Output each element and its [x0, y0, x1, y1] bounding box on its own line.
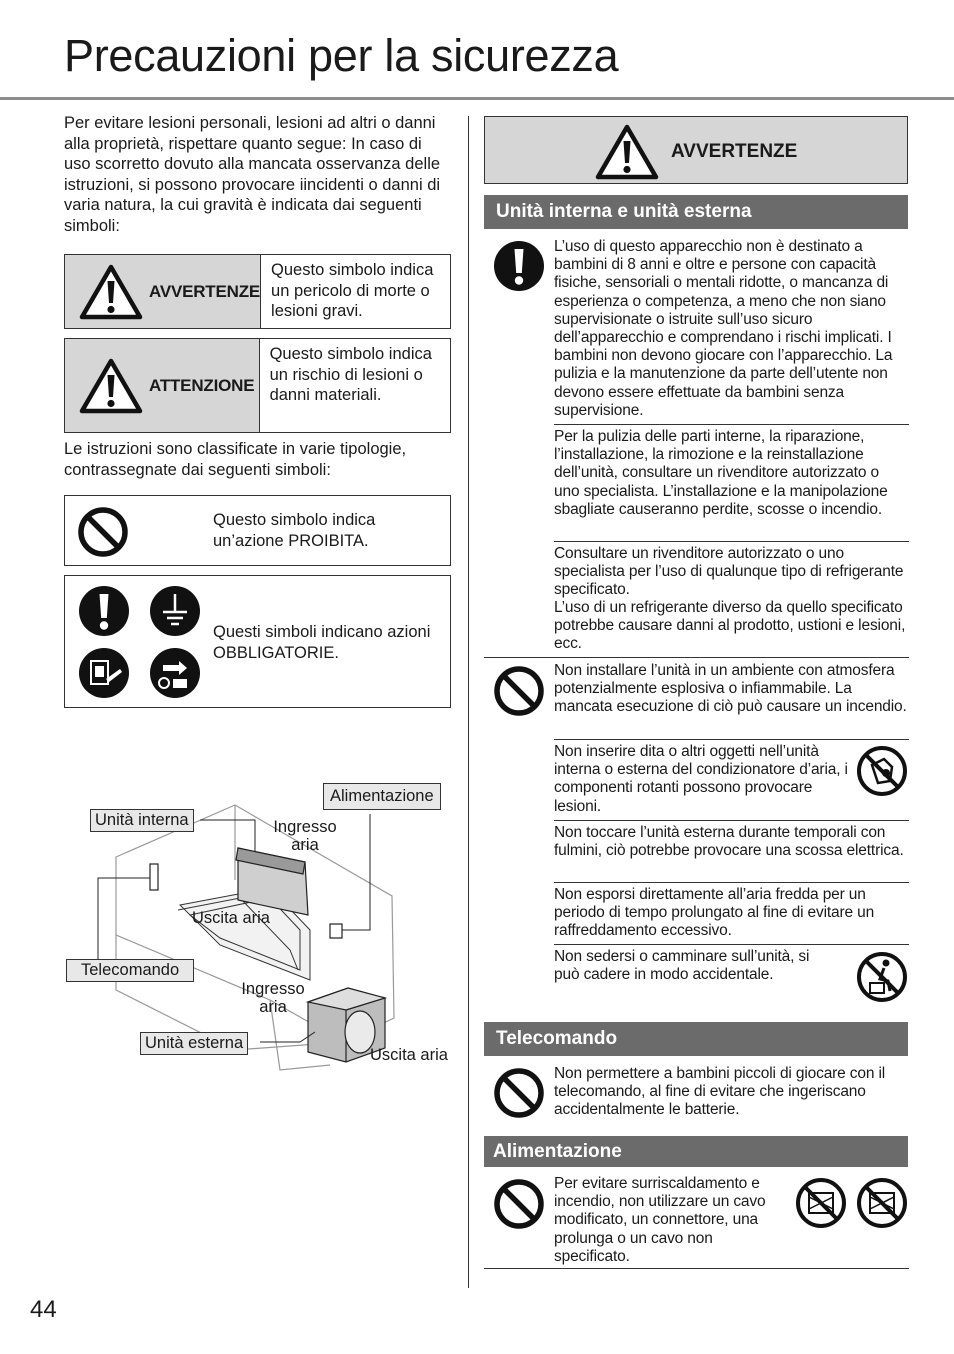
section-title-power: Alimentazione [484, 1136, 908, 1167]
diagram-label-indoor-unit: Unità interna [90, 809, 194, 832]
legend-caution-box [64, 338, 451, 433]
units-item-5: Non inserire dita o altri oggetti nell’unità interna o esterna del condizionatore d’aria, i componenti rotanti possono provocare lesioni. [554, 743, 848, 815]
units-item-7: Non esporsi direttamente all’aria fredda per un periodo di tempo prolungato al fine di evitare un raffreddamento eccessivo. [554, 886, 875, 940]
remote-item-1: Non permettere a bambini piccoli di giocare con il telecomando, al fine di evitare che ingeriscano accidentalmente le batterie. [554, 1065, 886, 1119]
power-item-1: Per evitare surriscaldamento e incendio, non utilizzare un cavo modificato, un connettore, una prolunga o un cavo non specificato. [554, 1175, 766, 1265]
units-item-1: L’uso di questo apparecchio non è destinato a bambini di 8 anni e oltre e persone con capacità fisiche, sensoriali o mentali ridotte, o mancanza di esperienza o competenza, a meno che non siano supervisionate o istruite sull’uso sicuro dell’apparecchio e comprendano i rischi implicati. I bambini non devono giocare con l’apparecchio. La pulizia e la manutenzione da parte dell’utente non devono essere effettuate da bambini senza supervisione. [554, 238, 893, 419]
mandatory-symbols-box [64, 575, 451, 708]
diagram-label-power-supply: Alimentazione [323, 783, 441, 810]
item-divider [554, 944, 909, 945]
no-modified-cable-icon [795, 1177, 847, 1229]
section-end-divider [484, 1268, 909, 1269]
no-fingers-icon [856, 745, 908, 797]
no-extension-cord-icon [856, 1177, 908, 1229]
item-divider [484, 657, 909, 658]
diagram-label-remote: Telecomando [66, 959, 194, 982]
item-divider [554, 424, 909, 425]
mandatory-exclamation-icon [78, 585, 130, 637]
item-divider [554, 541, 909, 542]
caution-triangle-icon [79, 358, 143, 414]
intro-paragraph: Per evitare lesioni personali, lesioni ad altri o danni alla proprietà, rispettare quanto segue: In caso di uso scorretto dovuto alla mancata osservanza delle istruzioni, si possono provocare iincidenti o danni di varia natura, la cui gravità è indicata dai seguenti simboli: [64, 114, 441, 235]
page-title: Precauzioni per la sicurezza [64, 30, 619, 81]
warning-word: AVVERTENZE [149, 281, 261, 301]
caution-word: ATTENZIONE [149, 375, 255, 395]
prohibited-description: Questo simbolo indica un’azione PROIBITA. [213, 511, 376, 550]
diagram-label-air-intake: Ingresso aria [273, 818, 337, 854]
warnings-header-label: AVVERTENZE [671, 141, 798, 162]
units-item-8: Non sedersi o camminare sull’unità, si può cadere in modo accidentale. [554, 948, 810, 984]
section-title-remote: Telecomando [484, 1022, 908, 1056]
warning-triangle-icon [595, 124, 659, 180]
section-title-units: Unità interna e unità esterna [484, 195, 908, 229]
warnings-header [484, 116, 908, 184]
classify-paragraph: Le istruzioni sono classificate in varie tipologie, contrassegnate dai seguenti simboli: [64, 440, 407, 479]
diagram-label-air-outlet-2: Uscita aria [370, 1046, 448, 1064]
prohibited-icon [493, 1178, 545, 1230]
units-item-3: Consultare un rivenditore autorizzato o uno specialista per l’uso di qualunque tipo di refrigerante specificato. [554, 545, 904, 599]
plug-icon [78, 647, 130, 699]
diagram-label-air-intake-2: Ingresso aria [241, 980, 305, 1016]
unplug-icon [149, 647, 201, 699]
units-item-6: Non toccare l’unità esterna durante temporali con fulmini, ciò potrebbe provocare una scossa elettrica. [554, 824, 904, 860]
page-number: 44 [30, 1296, 57, 1323]
prohibited-icon [77, 506, 129, 558]
title-divider [0, 97, 954, 100]
diagram-label-outdoor-unit: Unità esterna [140, 1032, 248, 1055]
prohibited-icon [493, 1067, 545, 1119]
ground-icon [149, 585, 201, 637]
units-item-4: Non installare l’unità in un ambiente con atmosfera potenzialmente esplosiva o infiammabile. La mancata esecuzione di ciò può causare un incendio. [554, 662, 907, 716]
prohibited-symbol-box [64, 495, 451, 566]
column-divider [468, 116, 469, 1288]
units-item-2: Per la pulizia delle parti interne, la riparazione, l’installazione, la rimozione e la reinstallazione dell’unità, consultare un rivenditore autorizzato o uno specialista. L’installazione e la manipolazione sbagliate causeranno perdite, scosse o incendio. [554, 428, 888, 518]
prohibited-icon [493, 665, 545, 717]
mandatory-exclamation-icon [493, 240, 545, 292]
warning-triangle-icon [79, 264, 143, 320]
legend-warning-box [64, 254, 451, 329]
mandatory-description: Questi simboli indicano azioni OBBLIGATORIE. [213, 623, 431, 662]
item-divider [554, 882, 909, 883]
no-sitting-icon [856, 951, 908, 1003]
item-divider [554, 820, 909, 821]
caution-description: Questo simbolo indica un rischio di lesioni o danni materiali. [269, 345, 432, 404]
item-divider [554, 739, 909, 740]
diagram-label-air-outlet: Uscita aria [192, 909, 270, 927]
warning-description: Questo simbolo indica un pericolo di morte o lesioni gravi. [271, 261, 434, 320]
units-item-3b: L’uso di un refrigerante diverso da quello specificato potrebbe causare danni al prodotto, ustioni e lesioni, ecc. [554, 599, 906, 653]
